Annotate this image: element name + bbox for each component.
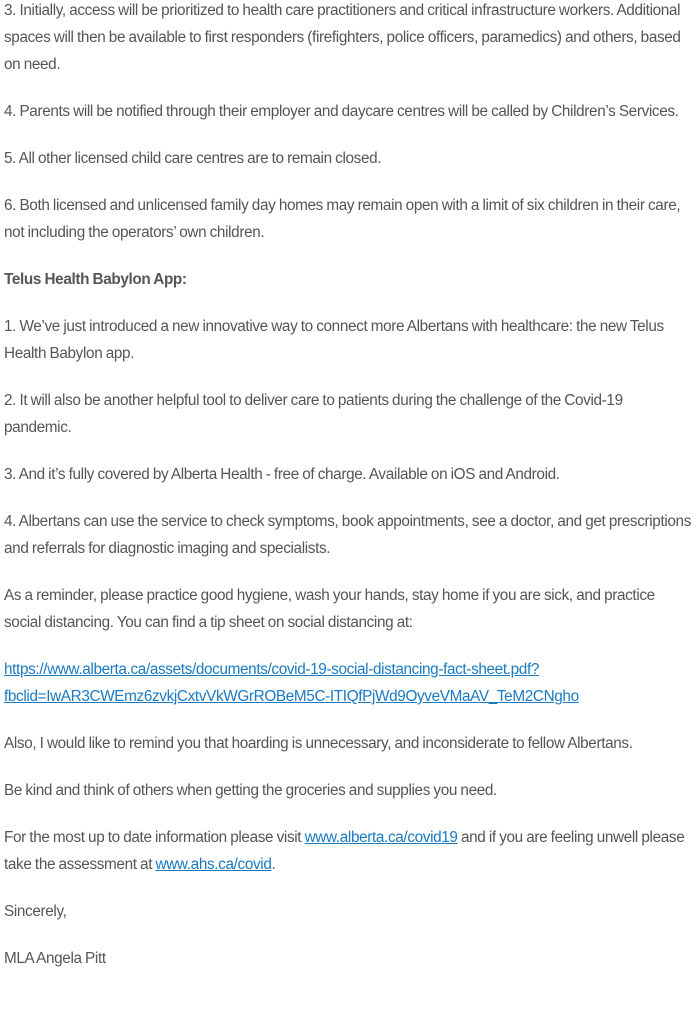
paragraph-be-kind: Be kind and think of others when getting the groceries and supplies you need. [4, 782, 497, 799]
closing: Sincerely, [4, 903, 67, 920]
fact-sheet-link-line1[interactable]: https://www.alberta.ca/assets/documents/covid-19-social-distancing-fact-sheet.pdf? [4, 661, 540, 678]
more-info-text-c: . [271, 856, 276, 873]
paragraph-access-priority: 3. Initially, access will be prioritized to health care practitioners and critical infrastructure workers. Additional spaces will then be available to first responders (firefighters, police officers, paramedics) and others, based on need. [4, 2, 681, 73]
paragraph-babylon-tool: 2. It will also be another helpful tool to deliver care to patients during the challenge of the Covid-19 pandemic. [4, 392, 623, 436]
paragraph-babylon-coverage: 3. And it’s fully covered by Alberta Health - free of charge. Available on iOS and Android. [4, 466, 560, 483]
paragraph-more-info [4, 824, 692, 878]
paragraph-centres-closed: 5. All other licensed child care centres are to remain closed. [4, 150, 382, 167]
paragraph-parents-notified: 4. Parents will be notified through their employer and daycare centres will be called by Children’s Services. [4, 103, 679, 120]
alberta-covid19-link[interactable]: www.alberta.ca/covid19 [304, 829, 458, 846]
fact-sheet-link-line2[interactable]: fbclid=IwAR3CWEmz6zvkjCxtvVkWGrROBeM5C-ITIQfPjWd9OyveVMaAV_TeM2CNgho [4, 688, 579, 705]
paragraph-hygiene-reminder: As a reminder, please practice good hygiene, wash your hands, stay home if you are sick, and practice social distancing. You can find a tip sheet on social distancing at: [4, 587, 655, 631]
more-info-text-b: and if you are feeling unwell please take the assessment at [4, 829, 685, 873]
more-info-text-a: For the most up to date information please visit [4, 829, 305, 846]
signature: MLA Angela Pitt [4, 950, 106, 967]
letter-body [4, 0, 692, 992]
paragraph-hoarding: Also, I would like to remind you that hoarding is unnecessary, and inconsiderate to fellow Albertans. [4, 735, 633, 752]
paragraph-babylon-services: 4. Albertans can use the service to check symptoms, book appointments, see a doctor, and get prescriptions and referrals for diagnostic imaging and specialists. [4, 513, 692, 557]
section-heading-babylon: Telus Health Babylon App: [4, 271, 187, 288]
ahs-covid-link[interactable]: www.ahs.ca/covid [155, 856, 272, 873]
paragraph-family-day-homes: 6. Both licensed and unlicensed family day homes may remain open with a limit of six children in their care, not including the operators’ own children. [4, 197, 681, 241]
fact-sheet-link[interactable] [4, 661, 579, 705]
paragraph-babylon-intro: 1. We’ve just introduced a new innovative way to connect more Albertans with healthcare: the new Telus Health Babylon app. [4, 318, 664, 362]
paragraph-fact-sheet-link [4, 656, 692, 710]
